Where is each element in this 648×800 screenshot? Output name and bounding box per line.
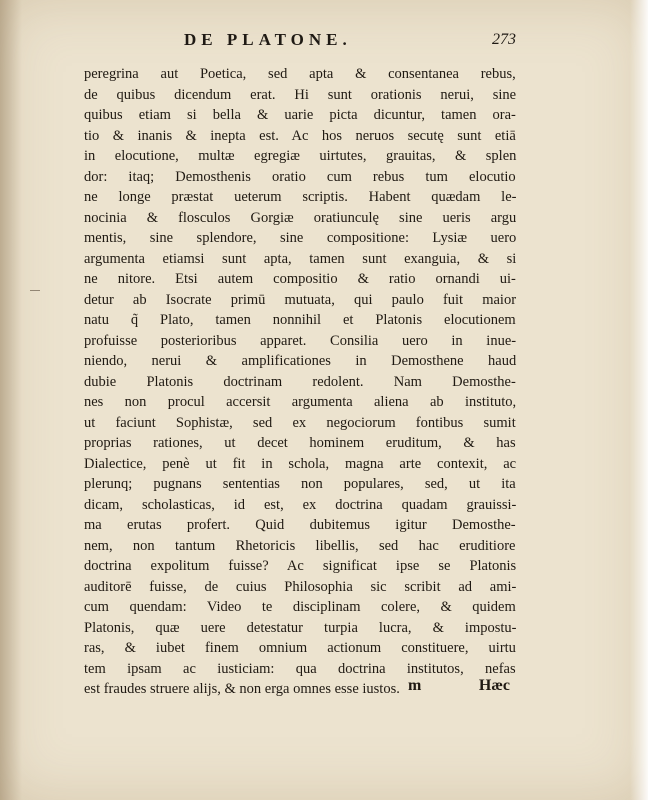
text-line: profuisse posterioribus apparet. Consilia uero in inue- bbox=[84, 332, 517, 349]
text-line: detur ab Isocrate primū mutuata, qui paulo fuit maior bbox=[84, 291, 517, 308]
text-line: natu q̃ Plato, tamen nonnihil et Platonis elocutionem bbox=[84, 312, 516, 328]
text-line: tio & inanis & inepta est. Ac hos neruos secutę sunt etiā bbox=[84, 127, 516, 144]
running-title: DE PLATONE. bbox=[184, 30, 352, 49]
text-line: argumenta etiamsi sunt apta, tamen sunt exanguia, & si bbox=[84, 250, 517, 267]
text-line: cum quendam: Video te disciplinam colere, & quidem bbox=[84, 599, 516, 615]
catchword: Hæc bbox=[478, 677, 510, 694]
text-line: nocinia & flosculos Gorgiæ oratiunculę sine ueris argu bbox=[84, 209, 517, 226]
text-line: peregrina aut Poetica, sed apta & consentanea rebus, bbox=[84, 66, 516, 82]
text-line: ne nitore. Etsi autem compositio & ratio ornandi ui- bbox=[84, 271, 516, 287]
text-line: dor: itaq; Demosthenis oratio cum rebus tum elocutio bbox=[84, 168, 516, 185]
text-line: est fraudes struere alijs, & non erga omnes esse iustos. bbox=[84, 681, 400, 697]
text-line: quibus etiam si bella & uarie picta dicuntur, tamen ora- bbox=[84, 107, 516, 123]
text-line: ut faciunt Sophistæ, sed ex negociorum fontibus sumit bbox=[84, 414, 516, 431]
signature-mark: m bbox=[408, 677, 422, 694]
text-line: ras, & iubet finem omnium actionum constituere, uirtu bbox=[84, 640, 516, 656]
text-line: auditorē fuisse, de cuius Philosophia sic scribit ad ami- bbox=[84, 578, 517, 595]
page-edge bbox=[630, 0, 648, 800]
text-line: in elocutione, multæ egregiæ uirtutes, grauitas, & splen bbox=[84, 148, 517, 164]
text-line: doctrina expolitum fuisse? Ac significat ipse se Platonis bbox=[84, 558, 517, 574]
margin-mark bbox=[30, 290, 40, 291]
text-line: dicam, scholasticas, id est, ex doctrina quadam grauissi- bbox=[84, 496, 517, 513]
text-line: ma erutas profert. Quid dubitemus igitur Demosthe- bbox=[84, 517, 516, 533]
text-line: mentis, sine splendore, sine compositione: Lysiæ uero bbox=[84, 230, 517, 246]
text-line: dubie Platonis doctrinam redolent. Nam Demosthe- bbox=[84, 373, 516, 390]
text-line: nem, non tantum Rhetoricis libellis, sed hac eruditiore bbox=[84, 537, 516, 554]
gutter-shadow bbox=[0, 0, 22, 800]
text-line: nes non procul accersit argumenta aliena ab instituto, bbox=[84, 394, 517, 410]
page-number: 273 bbox=[492, 31, 516, 48]
text-line: tem ipsam ac iusticiam: qua doctrina institutos, nefas bbox=[84, 660, 516, 677]
text-line: Platonis, quæ uere detestatur turpia lucra, & impostu- bbox=[84, 619, 517, 636]
page-header bbox=[84, 30, 516, 54]
text-line: proprias rationes, ut decet hominem eruditum, & has bbox=[84, 435, 516, 451]
body-text bbox=[84, 64, 516, 700]
text-line: ne longe præstat ueterum scriptis. Habent quædam le- bbox=[84, 189, 517, 205]
text-line: niendo, nerui & amplificationes in Demosthene haud bbox=[84, 353, 517, 369]
text-line: de quibus dicendum erat. Hi sunt orationis nerui, sine bbox=[84, 86, 517, 103]
page-footer bbox=[84, 677, 516, 699]
text-line: Dialectice, penè ut fit in schola, magna arte contexit, ac bbox=[84, 455, 517, 472]
text-line: plerunq; pugnans sententias non populares, sed, ut ita bbox=[84, 476, 516, 492]
